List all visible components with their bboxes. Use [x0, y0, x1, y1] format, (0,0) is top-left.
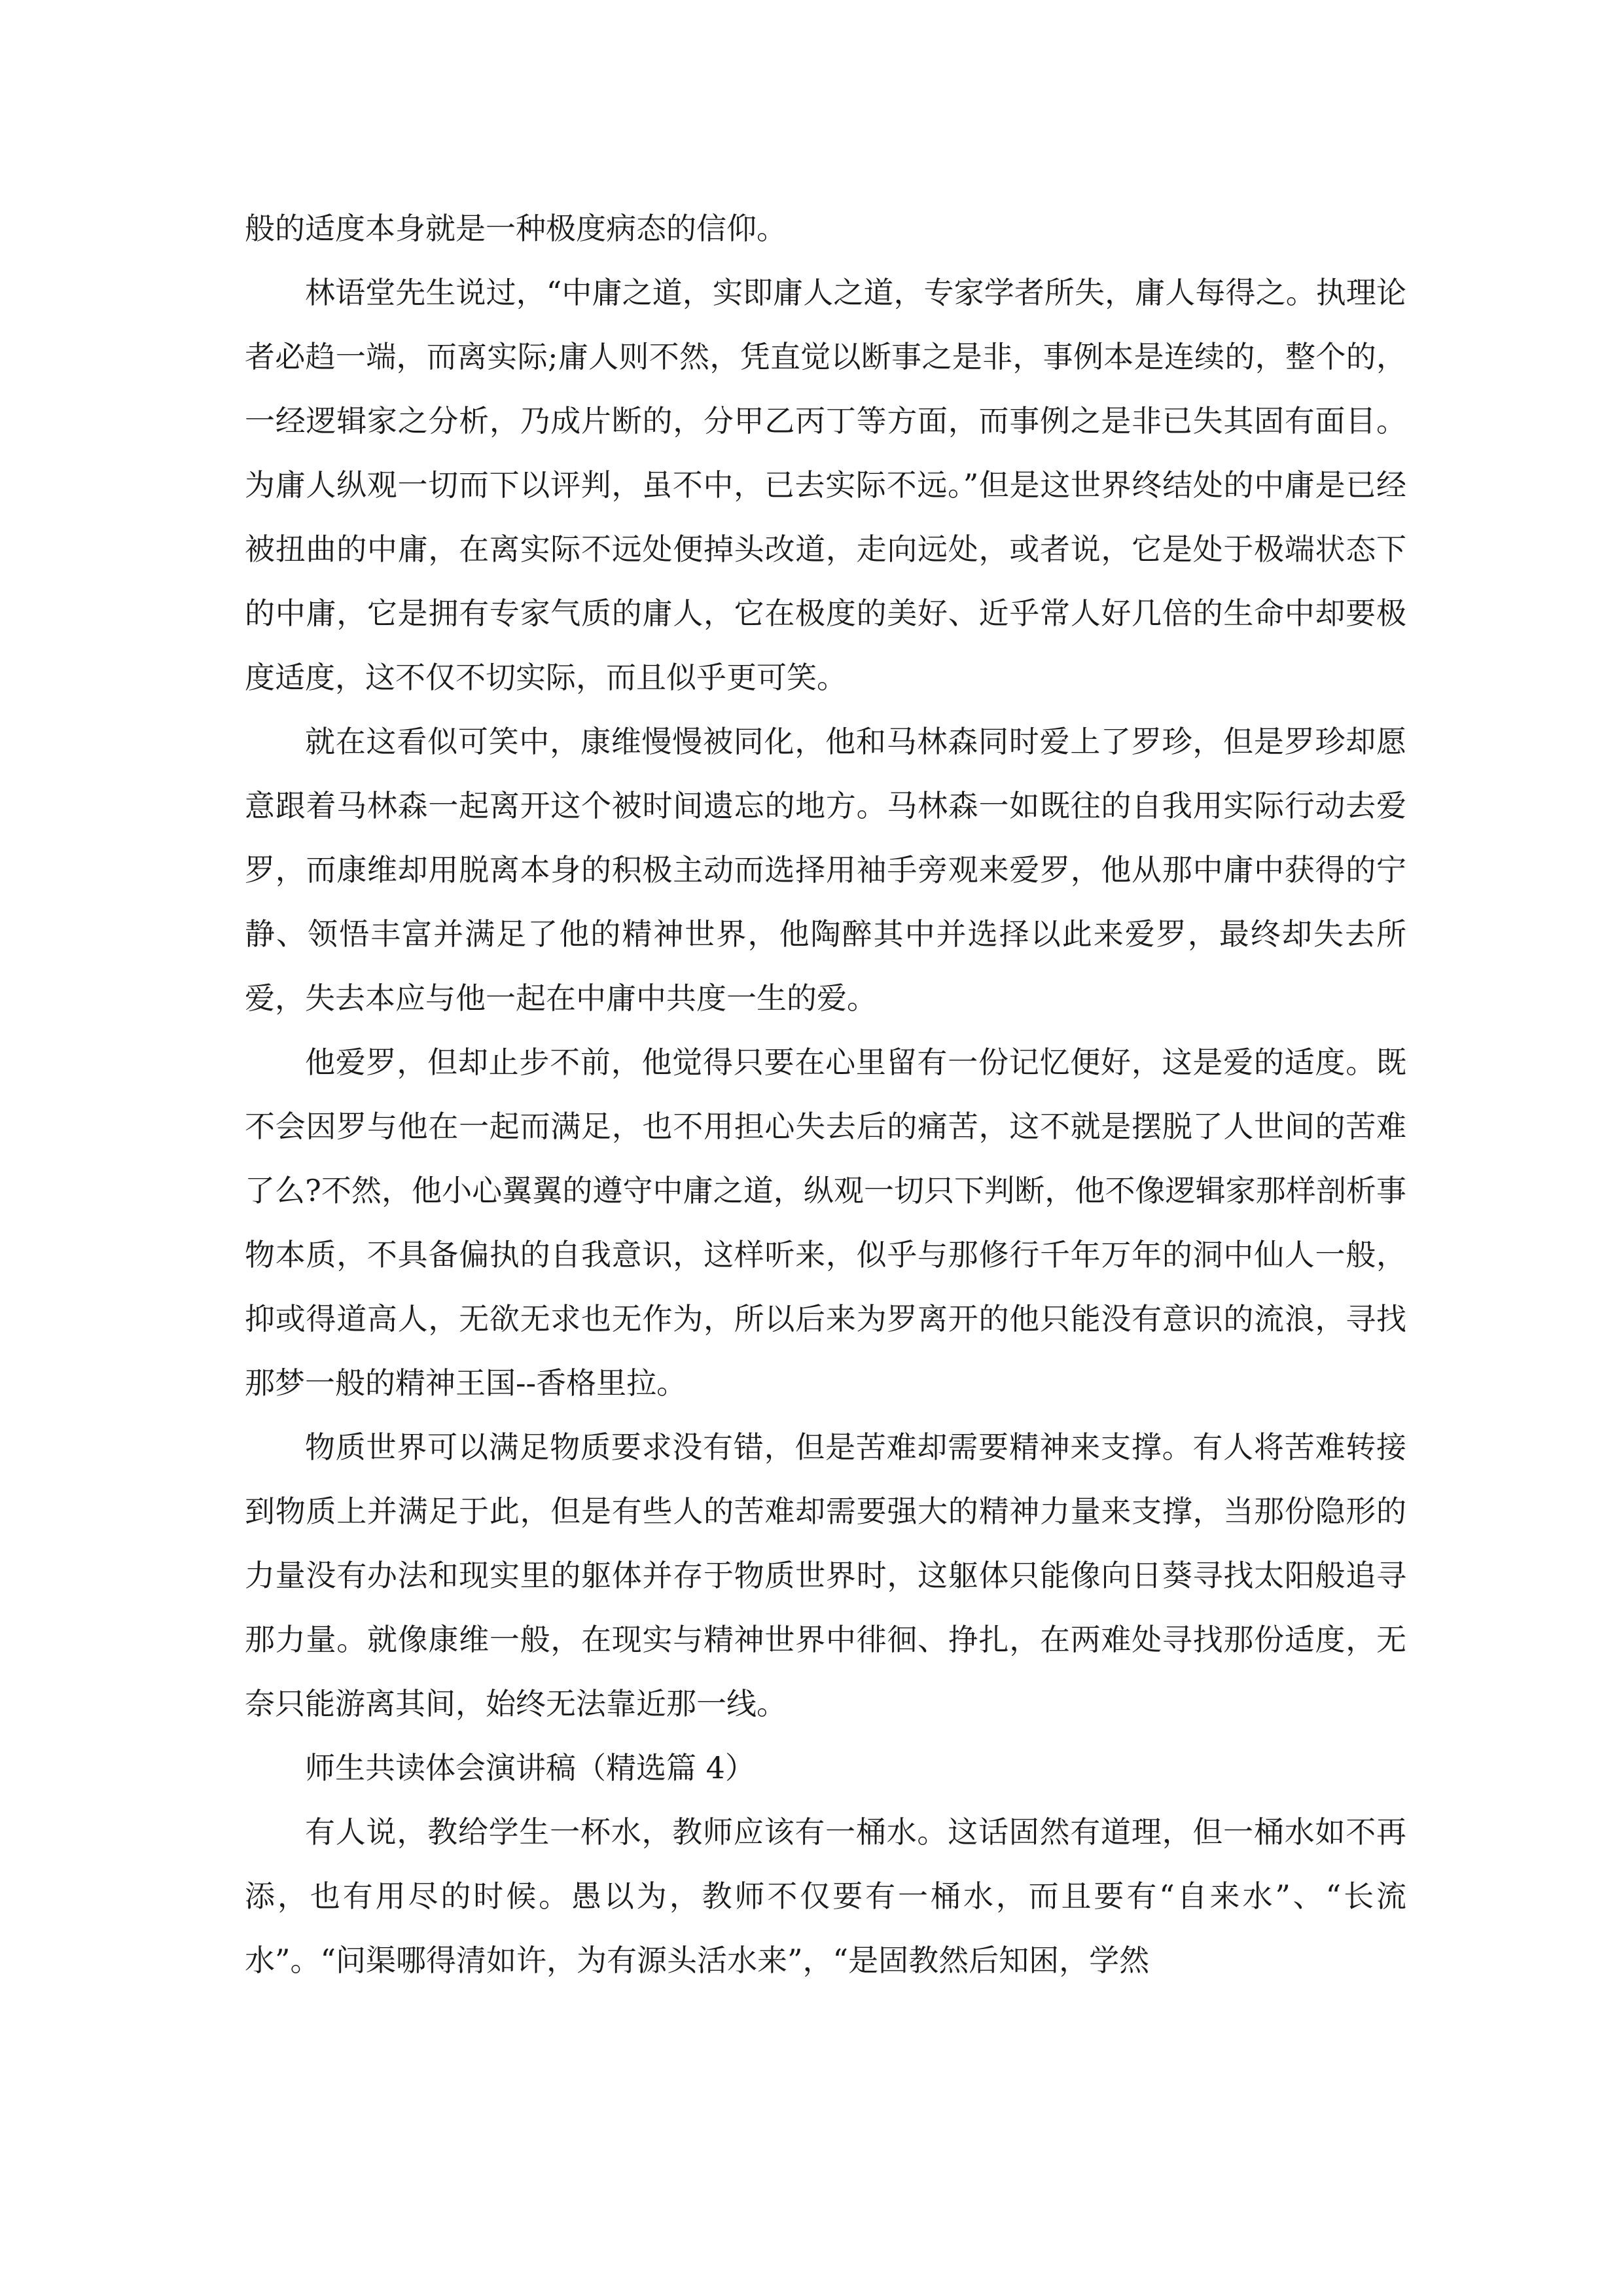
- paragraph-teacher-water: 有人说，教给学生一杯水，教师应该有一桶水。这话固然有道理，但一桶水如不再添，也有用尽的时候。愚以为，教师不仅要有一桶水，而且要有“自来水”、“长流水”。“问渠哪得清如许，为有源头活水来”，“是固教然后知困，学然: [245, 1814, 1406, 1978]
- paragraph-material-world: 物质世界可以满足物质要求没有错，但是苦难却需要精神来支撑。有人将苦难转接到物质上并满足于此，但是有些人的苦难却需要强大的精神力量来支撑，当那份隐形的力量没有办法和现实里的躯体并存于物质世界时，这躯体只能像向日葵寻找太阳般追寻那力量。就像康维一般，在现实与精神世界中徘徊、挣扎，在两难处寻找那份适度，无奈只能游离其间，始终无法靠近那一线。: [245, 1429, 1406, 1721]
- document-body: [245, 196, 1406, 1992]
- section-heading: 师生共读体会演讲稿（精选篇 4）: [305, 1750, 755, 1785]
- paragraph-conway-love: 就在这看似可笑中，康维慢慢被同化，他和马林森同时爱上了罗珍，但是罗珍却愿意跟着马林森一起离开这个被时间遗忘的地方。马林森一如既往的自我用实际行动去爱罗，而康维却用脱离本身的积极主动而选择用袖手旁观来爱罗，他从那中庸中获得的宁静、领悟丰富并满足了他的精神世界，他陶醉其中并选择以此来爱罗，最终却失去所爱，失去本应与他一起在中庸中共度一生的爱。: [245, 724, 1406, 1016]
- paragraph-moderation: 他爱罗，但却止步不前，他觉得只要在心里留有一份记忆便好，这是爱的适度。既不会因罗与他在一起而满足，也不用担心失去后的痛苦，这不就是摆脱了人世间的苦难了么?不然，他小心翼翼的遵守中庸之道，纵观一切只下判断，他不像逻辑家那样剖析事物本质，不具备偏执的自我意识，这样听来，似乎与那修行千年万年的洞中仙人一般，抑或得道高人，无欲无求也无作为，所以后来为罗离开的他只能没有意识的流浪，寻找那梦一般的精神王国--香格里拉。: [245, 1045, 1406, 1401]
- paragraph-lin-yutang-quote: 林语堂先生说过，“中庸之道，实即庸人之道，专家学者所失，庸人每得之。执理论者必趋一端，而离实际;庸人则不然，凭直觉以断事之是非，事例本是连续的，整个的，一经逻辑家之分析，乃成片断的，分甲乙丙丁等方面，而事例之是非已失其固有面目。为庸人纵观一切而下以评判，虽不中，已去实际不远。”但是这世界终结处的中庸是已经被扭曲的中庸，在离实际不远处便掉头改道，走向远处，或者说，它是处于极端状态下的中庸，它是拥有专家气质的庸人，它在极度的美好、近乎常人好几倍的生命中却要极度适度，这不仅不切实际，而且似乎更可笑。: [245, 275, 1406, 695]
- paragraph-continuation: 般的适度本身就是一种极度病态的信仰。: [245, 211, 787, 246]
